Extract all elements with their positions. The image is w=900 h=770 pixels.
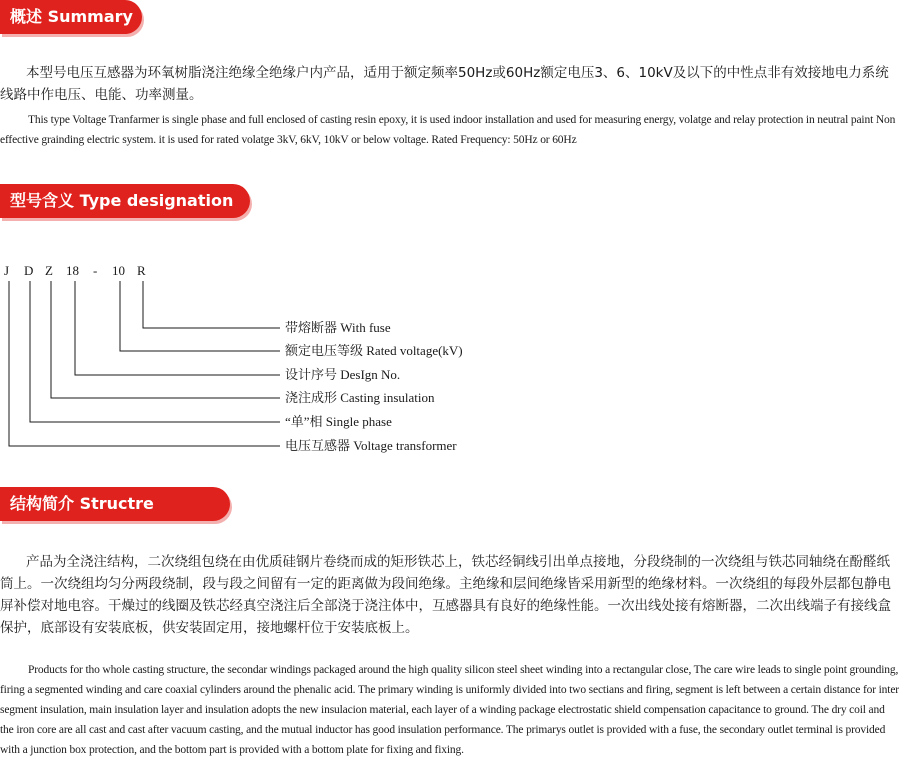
code-dash: - [93,263,98,278]
summary-zh-paragraph: 本型号电压互感器为环氧树脂浇注绝缘全绝缘户内产品，适用于额定频率50Hz或60Hz额定电压3、6、10kV及以下的中性点非有效接地电力系统线路中作电压、电能、功率测量。 [0,65,889,103]
code-design-number: 18 [66,263,79,278]
designation-heading: 型号含义 Type designation [0,184,250,218]
structure-zh-paragraph: 产品为全浇注结构，二次绕组包绕在由优质硅钢片卷绕而成的矩形铁芯上，铁芯经铜线引出单点接地，分段绕制的一次绕组与铁芯同轴绕在酚醛纸筒上。一次绕组均匀分两段绕制，段与段之间留有一定的距离做为段间绝缘。主绝缘和层间绝缘皆采用新型的绝缘材料。一次绕组的每段外层都包静电屏补偿对地电容。干燥过的线圈及铁芯经真空浇注后全部浇于浇注体中，互感器具有良好的绝缘性能。一次出线处接有熔断器，二次出线端子有接线盒保护，底部设有安装底板，供安装固定用，接地螺杆位于安装底板上。 [0,554,891,636]
leader-line-voltage [120,281,280,351]
code-letter-z: Z [45,263,53,278]
code-rated-voltage: 10 [112,263,125,278]
leader-line-fuse [143,281,280,328]
leader-lines [9,281,280,446]
legend-with-fuse: 带熔断器 With fuse [285,320,391,335]
summary-en-paragraph: This type Voltage Tranfarmer is single phase and full enclosed of casting resin epoxy, it is used indoor installation and used for measuring energy, volatge and relay protection in neutral paint Non effective grainding electric system. it is used for rated volatge 3kV, 6kV, 10kV or below voltage. Rated Frequency: 50Hz or 60Hz [0,114,896,146]
legend-casting-insulation: 浇注成形 Casting insulation [285,390,435,405]
legend-single-phase: “单”相 Single phase [285,414,392,429]
code-letter-r: R [137,263,146,278]
designation-diagram [0,255,560,465]
structure-en-paragraph: Products for tho whole casting structure, the secondar windings packaged around the high quality silicon steel sheet winding into a rectangular close, The care wire leads to single point grounding, firing a segmented winding and care coaxial cylinders around the phenalic acid. The primary winding is uniformly divided into two sectians and firing, segment is left between a certain distance for inter segment insulation, main insulation layer and insulation adopts the new insulacion material, each layer of a winding package electrostatic shield compensation capacitance to ground. The dry coil and the iron core are all cast and cast after vacuum casting, and the mutual inductor has good insulation performance. The primarys outlet is provided with a fuse, the secondary outlet terminal is provided with a junction box protection, and the bottom part is provided with a bottom plate for fixing and fixing. [0,664,899,756]
legend-voltage-transformer: 电压互感器 Voltage transformer [285,438,457,453]
type-code [4,263,146,278]
leader-line-casting [51,281,280,398]
code-letter-d: D [24,263,34,278]
designation-legend [285,320,463,453]
structure-heading: 结构简介 Structre [0,487,230,521]
summary-heading: 概述 Summary [0,0,142,34]
leader-line-transformer [9,281,280,446]
legend-design-no: 设计序号 DesIgn No. [285,367,401,382]
code-letter-j: J [4,263,10,278]
legend-rated-voltage: 额定电压等级 Rated voltage(kV) [285,343,463,358]
